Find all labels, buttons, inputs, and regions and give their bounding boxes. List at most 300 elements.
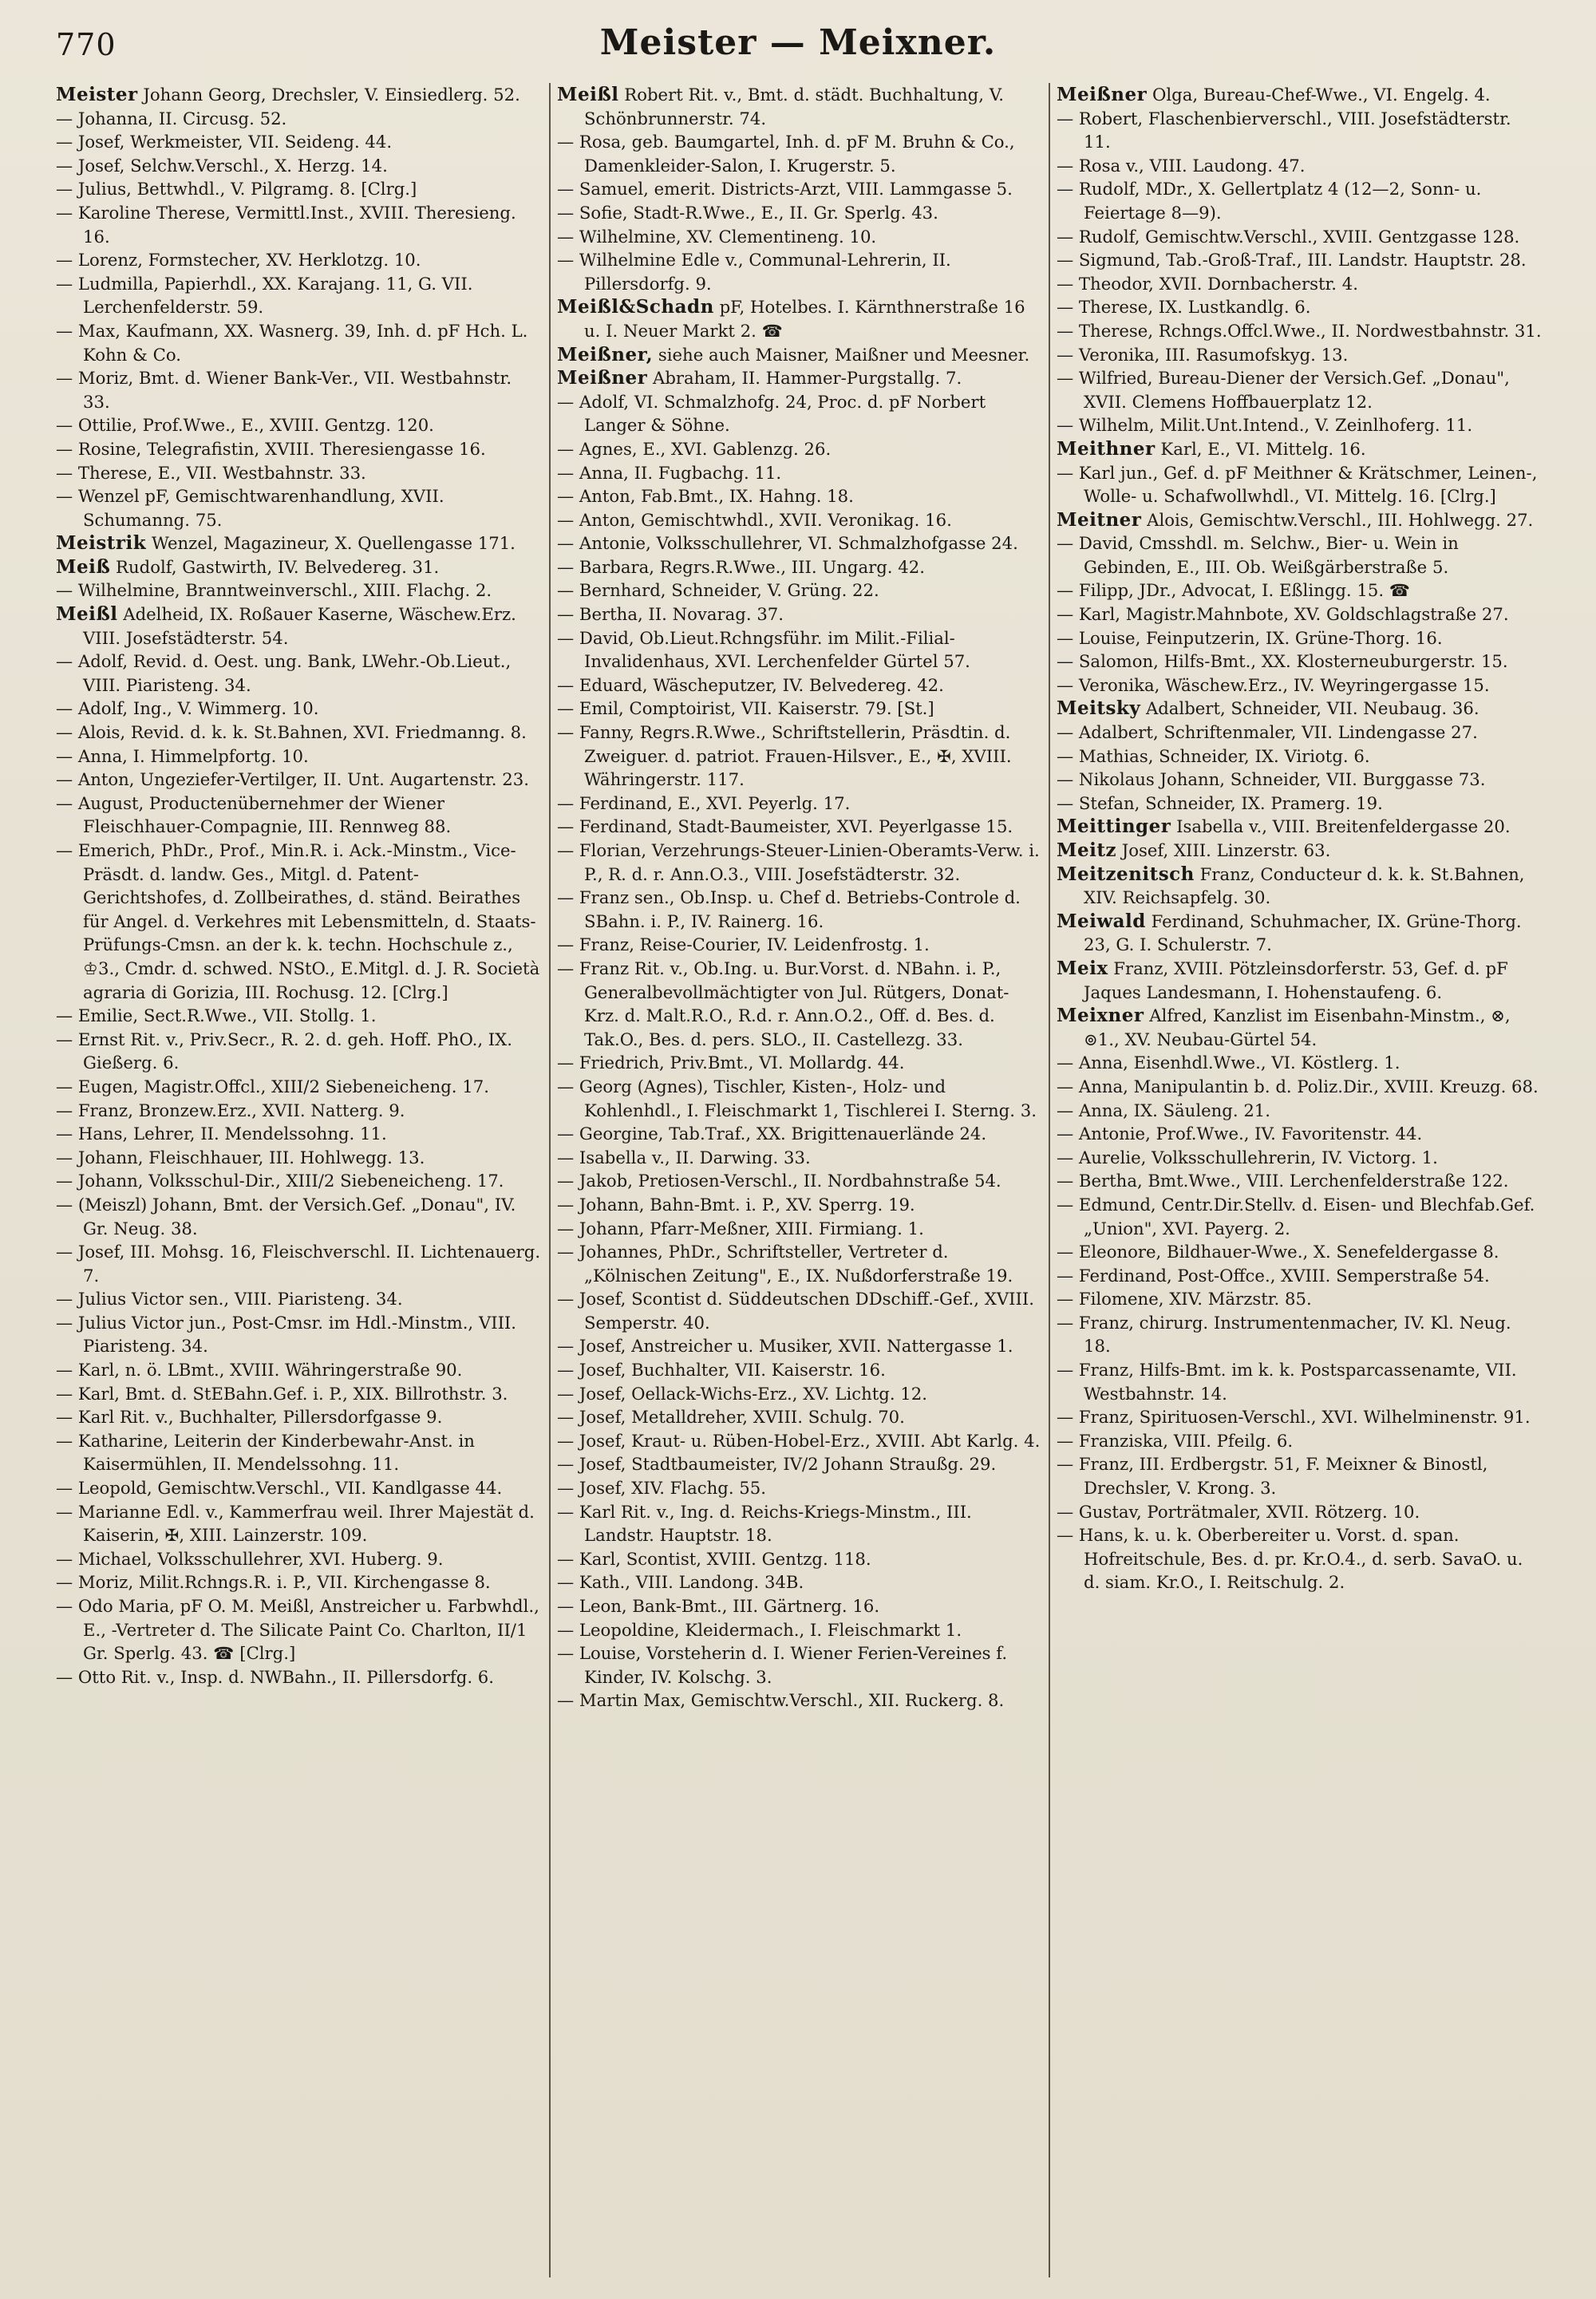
directory-entry bbox=[56, 768, 543, 792]
directory-entry bbox=[557, 1240, 1042, 1287]
entry-text: — Josef, III. Mohsg. 16, Fleischverschl. II. Lichtenauerg. 7. bbox=[56, 1242, 541, 1286]
entry-text: — Ernst Rit. v., Priv.Secr., R. 2. d. geh. Hoff. PhO., IX. Gießerg. 6. bbox=[56, 1029, 512, 1073]
entry-text: — Josef, Buchhalter, VII. Kaiserstr. 16. bbox=[557, 1360, 886, 1381]
entry-text: — Moriz, Milit.Rchngs.R. i. P., VII. Kirchengasse 8. bbox=[56, 1572, 491, 1593]
entry-text: — Franz, Bronzew.Erz., XVII. Natterg. 9. bbox=[56, 1100, 405, 1120]
entry-text: — Julius, Bettwhdl., V. Pilgramg. 8. [Clrg.] bbox=[56, 179, 417, 199]
directory-entry bbox=[56, 1240, 543, 1287]
directory-columns bbox=[49, 83, 1550, 2277]
directory-entry bbox=[557, 579, 1042, 602]
entry-text: — Julius Victor jun., Post-Cmsr. im Hdl.-Minstm., VIII. Piaristeng. 34. bbox=[56, 1312, 517, 1357]
directory-entry bbox=[557, 130, 1042, 177]
entry-text: — Jakob, Pretiosen-Verschl., II. Nordbahnstraße 54. bbox=[557, 1171, 1001, 1191]
directory-entry bbox=[557, 295, 1042, 342]
directory-column-2 bbox=[549, 83, 1049, 2277]
entry-text: — Sofie, Stadt-R.Wwe., E., II. Gr. Sperlg. 43. bbox=[557, 202, 938, 223]
entry-surname: Meitz bbox=[1057, 839, 1117, 861]
entry-text: — Theodor, XVII. Dornbacherstr. 4. bbox=[1057, 273, 1358, 294]
entry-text: Ferdinand, Schuhmacher, IX. Grüne-Thorg. 23, G. I. Schulerstr. 7. bbox=[1084, 911, 1522, 955]
directory-entry bbox=[1057, 1122, 1542, 1146]
entry-text: — Antonie, Volksschullehrer, VI. Schmalzhofgasse 24. bbox=[557, 533, 1018, 554]
entry-text: Alfred, Kanzlist im Eisenbahn-Minstm., ⊗, ⊚1., XV. Neubau-Gürtel 54. bbox=[1084, 1005, 1511, 1049]
entry-text: — Rosa v., VIII. Laudong. 47. bbox=[1057, 155, 1306, 176]
directory-entry bbox=[1057, 107, 1542, 154]
directory-entry bbox=[1057, 910, 1542, 957]
directory-entry bbox=[56, 484, 543, 531]
directory-entry bbox=[56, 697, 543, 721]
directory-entry bbox=[557, 1122, 1042, 1146]
entry-text: — Anna, I. Himmelpfortg. 10. bbox=[56, 745, 309, 766]
directory-entry bbox=[557, 815, 1042, 839]
directory-entry bbox=[1057, 1146, 1542, 1170]
directory-entry bbox=[557, 555, 1042, 579]
page-title: Meister — Meixner. bbox=[599, 22, 997, 63]
directory-entry bbox=[557, 1452, 1042, 1476]
entry-text: — Anna, Eisenhdl.Wwe., VI. Köstlerg. 1. bbox=[1057, 1053, 1400, 1073]
entry-surname: Meitner bbox=[1057, 508, 1142, 531]
directory-entry bbox=[557, 1594, 1042, 1618]
entry-text: — Karl, n. ö. LBmt., XVIII. Währingerstraße 90. bbox=[56, 1360, 463, 1381]
directory-entry bbox=[1057, 225, 1542, 249]
directory-entry bbox=[557, 461, 1042, 485]
directory-entry bbox=[557, 626, 1042, 674]
directory-column-1 bbox=[49, 83, 549, 2277]
entry-text: — Rosine, Telegrafistin, XVIII. Theresiengasse 16. bbox=[56, 438, 486, 459]
entry-surname: Meistrik bbox=[56, 532, 147, 555]
entry-text: — Anna, II. Fugbachg. 11. bbox=[557, 462, 782, 483]
entry-text: pF, Hotelbes. I. Kärnthnerstraße 16 u. I. Neuer Markt 2. ☎ bbox=[584, 297, 1025, 341]
entry-text: Abraham, II. Hammer-Purgstallg. 7. bbox=[647, 368, 962, 389]
directory-entry bbox=[1057, 154, 1542, 178]
entry-text: — Marianne Edl. v., Kammerfrau weil. Ihrer Majestät d. Kaiserin, ✠, XIII. Lainzerstr. 109. bbox=[56, 1501, 535, 1546]
entry-text: — Wilhelm, Milit.Unt.Intend., V. Zeinlhoferg. 11. bbox=[1057, 415, 1473, 436]
entry-text: — Karl, Magistr.Mahnbote, XV. Goldschlagstraße 27. bbox=[1057, 604, 1509, 625]
entry-text: — Aurelie, Volksschullehrerin, IV. Victorg. 1. bbox=[1057, 1147, 1438, 1167]
directory-entry bbox=[56, 83, 543, 107]
entry-text: — Anna, IX. Säuleng. 21. bbox=[1057, 1100, 1271, 1120]
entry-text: — Johannes, PhDr., Schriftsteller, Vertreter d. „Kölnischen Zeitung", E., IX. Nußdorferstraße 19. bbox=[557, 1242, 1013, 1286]
directory-entry bbox=[1057, 83, 1542, 107]
entry-text: Wenzel, Magazineur, X. Quellengasse 171. bbox=[146, 533, 516, 554]
entry-text: — Odo Maria, pF O. M. Meißl, Anstreicher u. Farbwhdl., E., -Vertreter d. The Silicate Paint Co. Charlton, II/1 Gr. Sperlg. 43. ☎ [Clrg.] bbox=[56, 1596, 539, 1664]
entry-text: — Georgine, Tab.Traf., XX. Brigittenauerlände 24. bbox=[557, 1124, 987, 1144]
entry-text: — Ludmilla, Papierhdl., XX. Karajang. 11, G. VII. Lerchenfelderstr. 59. bbox=[56, 273, 473, 318]
entry-text: — Johann, Volksschul-Dir., XIII/2 Siebeneicheng. 17. bbox=[56, 1171, 504, 1191]
entry-text: — Ferdinand, E., XVI. Peyerlg. 17. bbox=[557, 792, 851, 813]
directory-entry bbox=[1057, 295, 1542, 319]
entry-text: — Isabella v., II. Darwing. 33. bbox=[557, 1147, 811, 1167]
directory-entry bbox=[1057, 531, 1542, 579]
directory-entry bbox=[1057, 1004, 1542, 1051]
entry-text: Isabella v., VIII. Breitenfeldergasse 20. bbox=[1171, 816, 1511, 837]
entry-text: — Karl Rit. v., Ing. d. Reichs-Kriegs-Minstm., III. Landstr. Hauptstr. 18. bbox=[557, 1501, 972, 1546]
entry-text: — Josef, Metalldreher, XVIII. Schulg. 70. bbox=[557, 1407, 905, 1428]
entry-text: — Edmund, Centr.Dir.Stellv. d. Eisen- und Blechfab.Gef. „Union", XVI. Payerg. 2. bbox=[1057, 1194, 1535, 1238]
directory-entry bbox=[557, 437, 1042, 461]
entry-text: — Wilfried, Bureau-Diener der Versich.Gef. „Donau", XVII. Clemens Hoffbauerplatz 12. bbox=[1057, 368, 1510, 412]
directory-entry bbox=[56, 201, 543, 248]
directory-entry bbox=[56, 531, 543, 555]
directory-entry bbox=[557, 1146, 1042, 1170]
directory-entry bbox=[557, 1689, 1042, 1712]
directory-entry bbox=[1057, 366, 1542, 413]
directory-entry bbox=[557, 1051, 1042, 1075]
entry-text: — Veronika, Wäschew.Erz., IV. Weyringergasse 15. bbox=[1057, 674, 1490, 695]
directory-entry bbox=[557, 1075, 1042, 1122]
directory-entry bbox=[1057, 1240, 1542, 1264]
directory-entry bbox=[1057, 319, 1542, 343]
directory-entry bbox=[56, 413, 543, 437]
entry-text: — Salomon, Hilfs-Bmt., XX. Klosterneuburgerstr. 15. bbox=[1057, 651, 1508, 672]
directory-entry bbox=[56, 555, 543, 579]
directory-entry bbox=[557, 1618, 1042, 1642]
directory-entry bbox=[56, 107, 543, 131]
entry-text: — Martin Max, Gemischtw.Verschl., XII. Ruckerg. 8. bbox=[557, 1690, 1005, 1711]
entry-text: — Barbara, Regrs.R.Wwe., III. Ungarg. 42. bbox=[557, 556, 925, 577]
directory-entry bbox=[56, 1429, 543, 1476]
directory-entry bbox=[557, 1169, 1042, 1193]
entry-text: — Kath., VIII. Landong. 34B. bbox=[557, 1572, 804, 1593]
entry-text: — Hans, k. u. k. Oberbereiter u. Vorst. d. span. Hofreitschule, Bes. d. pr. Kr.O.4., d. serb. SavaO. u. d. siam. Kr.O., I. Reitschulg. 2. bbox=[1057, 1525, 1523, 1593]
directory-entry bbox=[56, 1099, 543, 1123]
directory-entry bbox=[56, 366, 543, 413]
entry-text: Adelheid, IX. Roßauer Kaserne, Wäschew.Erz. VIII. Josefstädterstr. 54. bbox=[83, 604, 516, 648]
entry-surname: Meißl&Schadn bbox=[557, 296, 714, 318]
entry-text: — Josef, Stadtbaumeister, IV/2 Johann Straußg. 29. bbox=[557, 1454, 997, 1475]
entry-text: — Anna, Manipulantin b. d. Poliz.Dir., XVIII. Kreuzg. 68. bbox=[1057, 1076, 1539, 1096]
directory-entry bbox=[56, 1146, 543, 1170]
directory-entry bbox=[557, 1500, 1042, 1547]
directory-entry bbox=[557, 177, 1042, 201]
entry-text: — Louise, Vorsteherin d. I. Wiener Ferien-Vereines f. Kinder, IV. Kolschg. 3. bbox=[557, 1643, 1008, 1687]
directory-entry bbox=[1057, 177, 1542, 224]
entry-text: — Stefan, Schneider, IX. Pramerg. 19. bbox=[1057, 792, 1383, 813]
directory-entry bbox=[1057, 839, 1542, 863]
entry-surname: Meix bbox=[1057, 957, 1108, 979]
directory-entry bbox=[557, 1570, 1042, 1594]
directory-entry bbox=[1057, 1287, 1542, 1311]
directory-entry bbox=[1057, 1311, 1542, 1358]
directory-entry bbox=[557, 1193, 1042, 1217]
directory-entry bbox=[56, 792, 543, 839]
entry-text: — Georg (Agnes), Tischler, Kisten-, Holz- und Kohlenhdl., I. Fleischmarkt 1, Tischlerei I. Sterng. 3. bbox=[557, 1076, 1037, 1120]
directory-entry bbox=[557, 1334, 1042, 1358]
directory-entry bbox=[1057, 745, 1542, 768]
entry-text: — Filipp, JDr., Advocat, I. Eßlingg. 15. ☎ bbox=[1057, 580, 1411, 601]
directory-entry bbox=[557, 721, 1042, 792]
directory-entry bbox=[557, 1547, 1042, 1571]
entry-text: — Agnes, E., XVI. Gablenzg. 26. bbox=[557, 438, 832, 459]
directory-entry bbox=[557, 1217, 1042, 1241]
entry-surname: Meister bbox=[56, 84, 138, 105]
entry-text: — Franz Rit. v., Ob.Ing. u. Bur.Vorst. d. NBahn. i. P., Generalbevollmächtigter von Jul. Rütgers, Donat-Krz. d. Malt.R.O., R.d. r. Ann.O.2., Off. d. Bes. d. Tak.O., Bes. d. pers. SLO., II. Castellezg. 33. bbox=[557, 958, 1009, 1049]
entry-text: — Fanny, Regrs.R.Wwe., Schriftstellerin, Präsdtin. d. Zweiguer. d. patriot. Frauen-Hilsver., E., ✠, XVIII. Währingerstr. 117. bbox=[557, 722, 1012, 790]
entry-text: — Franz, Reise-Courier, IV. Leidenfrostg. 1. bbox=[557, 934, 930, 955]
entry-text: Olga, Bureau-Chef-Wwe., VI. Engelg. 4. bbox=[1147, 85, 1491, 105]
entry-text: — Wilhelmine, Branntweinverschl., XIII. Flachg. 2. bbox=[56, 580, 492, 601]
directory-entry bbox=[557, 366, 1042, 390]
directory-entry bbox=[1057, 1193, 1542, 1240]
entry-text: — Emil, Comptoirist, VII. Kaiserstr. 79. [St.] bbox=[557, 698, 934, 719]
entry-text: — Therese, IX. Lustkandlg. 6. bbox=[1057, 297, 1311, 318]
directory-entry bbox=[56, 839, 543, 1004]
entry-surname: Meißl bbox=[557, 84, 619, 105]
directory-entry bbox=[56, 721, 543, 745]
entry-surname: Meiwald bbox=[1057, 910, 1146, 932]
entry-text: — Ferdinand, Stadt-Baumeister, XVI. Peyerlgasse 15. bbox=[557, 816, 1013, 837]
directory-entry bbox=[56, 177, 543, 201]
entry-text: — Wilhelmine Edle v., Communal-Lehrerin, II. Pillersdorfg. 9. bbox=[557, 250, 951, 294]
entry-text: — Antonie, Prof.Wwe., IV. Favoritenstr. 44. bbox=[1057, 1124, 1423, 1144]
directory-entry bbox=[56, 579, 543, 602]
entry-text: — Friedrich, Priv.Bmt., VI. Mollardg. 44. bbox=[557, 1053, 905, 1073]
entry-text: — Anton, Gemischtwhdl., XVII. Veronikag. 16. bbox=[557, 509, 952, 530]
entry-text: — Rudolf, Gemischtw.Verschl., XVIII. Gentzgasse 128. bbox=[1057, 226, 1520, 247]
entry-text: — Max, Kaufmann, XX. Wasnerg. 39, Inh. d. pF Hch. L. Kohn & Co. bbox=[56, 320, 528, 365]
entry-text: — Therese, E., VII. Westbahnstr. 33. bbox=[56, 462, 366, 483]
directory-entry bbox=[557, 1476, 1042, 1500]
directory-entry bbox=[56, 1075, 543, 1099]
entry-surname: Meitsky bbox=[1057, 697, 1141, 720]
directory-entry bbox=[557, 957, 1042, 1051]
entry-text: — Josef, Scontist d. Süddeutschen DDschiff.-Gef., XVIII. Semperstr. 40. bbox=[557, 1289, 1034, 1333]
directory-entry bbox=[557, 225, 1042, 249]
directory-entry bbox=[1057, 343, 1542, 367]
directory-entry bbox=[1057, 1452, 1542, 1499]
directory-entry bbox=[1057, 1099, 1542, 1123]
entry-surname: Meiß bbox=[56, 555, 111, 578]
directory-entry bbox=[56, 130, 543, 154]
entry-text: — Johann, Fleischhauer, III. Hohlwegg. 13. bbox=[56, 1147, 425, 1167]
page-number: 770 bbox=[56, 27, 117, 62]
entry-text: Franz, XVIII. Pötzleinsdorferstr. 53, Gef. d. pF Jaques Landesmann, I. Hohenstaufeng. 6. bbox=[1084, 958, 1508, 1002]
entry-text: — Johann, Pfarr-Meßner, XIII. Firmiang. 1. bbox=[557, 1218, 924, 1238]
entry-text: — Louise, Feinputzerin, IX. Grüne-Thorg. 16. bbox=[1057, 627, 1443, 648]
directory-entry bbox=[557, 390, 1042, 437]
directory-entry bbox=[557, 674, 1042, 697]
entry-text: Rudolf, Gastwirth, IV. Belvedereg. 31. bbox=[110, 556, 440, 577]
entry-text: — Nikolaus Johann, Schneider, VII. Burggasse 73. bbox=[1057, 769, 1486, 790]
entry-text: — Leon, Bank-Bmt., III. Gärtnerg. 16. bbox=[557, 1596, 880, 1616]
entry-text: — Josef, Kraut- u. Rüben-Hobel-Erz., XVIII. Abt Karlg. 4. bbox=[557, 1430, 1041, 1451]
directory-entry bbox=[557, 508, 1042, 532]
entry-text: — Anton, Ungeziefer-Vertilger, II. Unt. Augartenstr. 23. bbox=[56, 769, 529, 790]
directory-entry bbox=[1057, 1264, 1542, 1288]
entry-text: — Eugen, Magistr.Offcl., XIII/2 Siebeneicheng. 17. bbox=[56, 1076, 489, 1096]
directory-entry bbox=[56, 1547, 543, 1571]
entry-text: — Filomene, XIV. Märzstr. 85. bbox=[1057, 1289, 1312, 1309]
entry-text: — Karl, Bmt. d. StEBahn.Gef. i. P., XIX. Billrothstr. 3. bbox=[56, 1383, 508, 1404]
entry-text: — Wilhelmine, XV. Clementineng. 10. bbox=[557, 226, 877, 247]
entry-surname: Meithner bbox=[1057, 437, 1156, 460]
directory-entry bbox=[557, 1405, 1042, 1429]
entry-text: — Franz, III. Erdbergstr. 51, F. Meixner & Binostl, Drechsler, V. Krong. 3. bbox=[1057, 1454, 1488, 1499]
directory-entry bbox=[1057, 579, 1542, 602]
directory-entry bbox=[1057, 413, 1542, 437]
entry-text: Johann Georg, Drechsler, V. Einsiedlerg. 52. bbox=[137, 85, 520, 105]
entry-text: — Franz sen., Ob.Insp. u. Chef d. Betriebs-Controle d. SBahn. i. P., IV. Rainerg. 16. bbox=[557, 887, 1021, 931]
directory-entry bbox=[56, 461, 543, 485]
entry-text: Alois, Gemischtw.Verschl., III. Hohlwegg. 27. bbox=[1141, 509, 1534, 530]
entry-text: — Leopoldine, Kleidermach., I. Fleischmarkt 1. bbox=[557, 1619, 962, 1640]
directory-entry bbox=[557, 839, 1042, 886]
entry-text: — (Meiszl) Johann, Bmt. der Versich.Gef. „Donau", IV. Gr. Neug. 38. bbox=[56, 1194, 516, 1238]
entry-text: — Eduard, Wäscheputzer, IV. Belvedereg. 42. bbox=[557, 674, 944, 695]
directory-entry bbox=[1057, 1169, 1542, 1193]
directory-entry bbox=[1057, 674, 1542, 697]
entry-text: — Ottilie, Prof.Wwe., E., XVIII. Gentzg. 120. bbox=[56, 415, 434, 436]
directory-entry bbox=[557, 1641, 1042, 1689]
directory-entry bbox=[56, 272, 543, 319]
directory-entry bbox=[1057, 602, 1542, 626]
directory-entry bbox=[56, 1122, 543, 1146]
directory-entry bbox=[1057, 437, 1542, 461]
directory-entry bbox=[1057, 863, 1542, 910]
page-header bbox=[56, 22, 1540, 70]
entry-text: — Therese, Rchngs.Offcl.Wwe., II. Nordwestbahnstr. 31. bbox=[1057, 320, 1542, 341]
directory-entry bbox=[1057, 248, 1542, 272]
directory-entry bbox=[557, 602, 1042, 626]
directory-entry bbox=[56, 1570, 543, 1594]
entry-text: — Julius Victor sen., VIII. Piaristeng. 34. bbox=[56, 1289, 403, 1309]
entry-text: — Anton, Fab.Bmt., IX. Hahng. 18. bbox=[557, 486, 854, 507]
directory-entry bbox=[56, 319, 543, 366]
entry-text: — Josef, Oellack-Wichs-Erz., XV. Lichtg. 12. bbox=[557, 1383, 928, 1404]
entry-text: — Mathias, Schneider, IX. Viriotg. 6. bbox=[1057, 745, 1370, 766]
entry-text: — Franziska, VIII. Pfeilg. 6. bbox=[1057, 1430, 1294, 1451]
directory-entry bbox=[557, 248, 1042, 295]
entry-text: — Ferdinand, Post-Offce., XVIII. Semperstraße 54. bbox=[1057, 1265, 1490, 1286]
entry-text: — Karl, Scontist, XVIII. Gentzg. 118. bbox=[557, 1548, 871, 1569]
entry-text: — Sigmund, Tab.-Groß-Traf., III. Landstr. Hauptstr. 28. bbox=[1057, 250, 1527, 271]
entry-text: — Emilie, Sect.R.Wwe., VII. Stollg. 1. bbox=[56, 1005, 377, 1026]
directory-entry bbox=[56, 437, 543, 461]
entry-text: — Karoline Therese, Vermittl.Inst., XVIII. Theresieng. 16. bbox=[56, 202, 516, 247]
directory-entry bbox=[56, 1287, 543, 1311]
directory-entry bbox=[557, 1382, 1042, 1406]
entry-text: — Michael, Volksschullehrer, XVI. Huberg. 9. bbox=[56, 1548, 444, 1569]
entry-text: — David, Ob.Lieut.Rchngsführ. im Milit.-Filial-Invalidenhaus, XVI. Lerchenfelder Gürtel 57. bbox=[557, 627, 970, 672]
directory-entry bbox=[1057, 697, 1542, 721]
entry-text: — Bertha, II. Novarag. 37. bbox=[557, 604, 784, 625]
entry-surname: Meißner bbox=[557, 367, 648, 389]
directory-entry bbox=[56, 1358, 543, 1382]
entry-text: — Samuel, emerit. Districts-Arzt, VIII. Lammgasse 5. bbox=[557, 179, 1013, 199]
directory-entry bbox=[557, 697, 1042, 721]
directory-entry bbox=[56, 1028, 543, 1075]
directory-entry bbox=[56, 248, 543, 272]
directory-entry bbox=[1057, 1429, 1542, 1453]
directory-entry bbox=[557, 343, 1042, 367]
directory-entry bbox=[557, 1287, 1042, 1334]
entry-text: Franz, Conducteur d. k. k. St.Bahnen, XIV. Reichsapfelg. 30. bbox=[1084, 863, 1525, 908]
entry-text: siehe auch Maisner, Maißner und Meesner. bbox=[653, 344, 1030, 365]
entry-text: — Moriz, Bmt. d. Wiener Bank-Ver., VII. Westbahnstr. 33. bbox=[56, 368, 512, 412]
entry-text: Robert Rit. v., Bmt. d. städt. Buchhaltung, V. Schönbrunnerstr. 74. bbox=[584, 85, 1005, 128]
entry-text: — David, Cmsshdl. m. Selchw., Bier- u. Wein in Gebinden, E., III. Ob. Weißgärberstraße 5. bbox=[1057, 533, 1459, 577]
directory-entry bbox=[557, 886, 1042, 933]
entry-text: — Josef, Anstreicher u. Musiker, XVII. Nattergasse 1. bbox=[557, 1336, 1013, 1357]
directory-entry bbox=[557, 933, 1042, 957]
entry-text: — Josef, Werkmeister, VII. Seideng. 44. bbox=[56, 132, 393, 152]
directory-entry bbox=[1057, 1051, 1542, 1075]
directory-entry bbox=[1057, 272, 1542, 296]
directory-entry bbox=[557, 1358, 1042, 1382]
entry-text: — Florian, Verzehrungs-Steuer-Linien-Oberamts-Verw. i. P., R. d. r. Ann.O.3., VIII. Josefstädterstr. 32. bbox=[557, 840, 1040, 884]
directory-entry bbox=[1057, 461, 1542, 508]
entry-text: — Veronika, III. Rasumofskyg. 13. bbox=[1057, 344, 1349, 365]
entry-text: — Karl jun., Gef. d. pF Meithner & Krätschmer, Leinen-, Wolle- u. Schafwollwhdl., VI. Mittelg. 16. [Clrg.] bbox=[1057, 462, 1538, 507]
directory-entry bbox=[56, 1500, 543, 1547]
entry-text: — Otto Rit. v., Insp. d. NWBahn., II. Pillersdorfg. 6. bbox=[56, 1666, 495, 1687]
entry-text: — Robert, Flaschenbierverschl., VIII. Josefstädterstr. 11. bbox=[1057, 108, 1511, 152]
entry-text: — Franz, Hilfs-Bmt. im k. k. Postsparcassenamte, VII. Westbahnstr. 14. bbox=[1057, 1360, 1517, 1404]
entry-text: — Katharine, Leiterin der Kinderbewahr-Anst. in Kaisermühlen, II. Mendelssohng. 11. bbox=[56, 1430, 475, 1475]
entry-surname: Meittinger bbox=[1057, 816, 1171, 838]
directory-entry bbox=[56, 1594, 543, 1665]
directory-entry bbox=[56, 1169, 543, 1193]
entry-text: — Johann, Bahn-Bmt. i. P., XV. Sperrg. 19. bbox=[557, 1194, 915, 1215]
entry-text: — Bernhard, Schneider, V. Grüng. 22. bbox=[557, 580, 879, 601]
entry-text: — Johanna, II. Circusg. 52. bbox=[56, 108, 287, 128]
entry-text: — Adolf, Revid. d. Oest. ung. Bank, LWehr.-Ob.Lieut., VIII. Piaristeng. 34. bbox=[56, 651, 512, 695]
directory-entry bbox=[557, 484, 1042, 508]
entry-text: — Gustav, Porträtmaler, XVII. Rötzerg. 10. bbox=[1057, 1501, 1420, 1522]
directory-entry bbox=[557, 201, 1042, 225]
entry-text: Josef, XIII. Linzerstr. 63. bbox=[1116, 840, 1331, 860]
directory-entry bbox=[1057, 1405, 1542, 1429]
entry-text: — Josef, Selchw.Verschl., X. Herzg. 14. bbox=[56, 155, 388, 176]
entry-text: — Franz, chirurg. Instrumentenmacher, IV. Kl. Neug. 18. bbox=[1057, 1312, 1511, 1357]
directory-column-3 bbox=[1049, 83, 1548, 2277]
directory-entry bbox=[56, 1665, 543, 1689]
entry-text: — Josef, XIV. Flachg. 55. bbox=[557, 1478, 767, 1499]
directory-entry bbox=[1057, 1523, 1542, 1594]
entry-surname: Meißner, bbox=[557, 343, 654, 365]
entry-text: — Karl Rit. v., Buchhalter, Pillersdorfgasse 9. bbox=[56, 1407, 443, 1428]
directory-entry bbox=[1057, 957, 1542, 1004]
directory-entry bbox=[1057, 721, 1542, 745]
entry-text: — Franz, Spirituosen-Verschl., XVI. Wilhelminenstr. 91. bbox=[1057, 1407, 1531, 1428]
entry-text: — Wenzel pF, Gemischtwarenhandlung, XVII. Schumanng. 75. bbox=[56, 486, 444, 530]
directory-entry bbox=[1057, 650, 1542, 674]
entry-text: — Adolf, VI. Schmalzhofg. 24, Proc. d. pF Norbert Langer & Söhne. bbox=[557, 391, 986, 436]
entry-surname: Meißl bbox=[56, 603, 118, 626]
entry-surname: Meißner bbox=[1057, 84, 1148, 105]
directory-entry bbox=[1057, 508, 1542, 532]
directory-entry bbox=[1057, 792, 1542, 816]
directory-entry bbox=[56, 745, 543, 768]
directory-entry bbox=[1057, 768, 1542, 792]
directory-entry bbox=[56, 1405, 543, 1429]
directory-entry bbox=[56, 1193, 543, 1240]
entry-text: — Eleonore, Bildhauer-Wwe., X. Senefeldergasse 8. bbox=[1057, 1242, 1499, 1262]
directory-entry bbox=[557, 1429, 1042, 1453]
directory-entry bbox=[56, 1311, 543, 1358]
entry-text: — Rudolf, MDr., X. Gellertplatz 4 (12—2, Sonn- u. Feiertage 8—9). bbox=[1057, 179, 1482, 223]
directory-entry bbox=[56, 650, 543, 697]
directory-entry bbox=[1057, 815, 1542, 839]
directory-entry bbox=[1057, 1075, 1542, 1099]
directory-entry bbox=[56, 602, 543, 650]
entry-text: Karl, E., VI. Mittelg. 16. bbox=[1155, 438, 1366, 459]
entry-text: — Lorenz, Formstecher, XV. Herklotzg. 10. bbox=[56, 250, 421, 271]
directory-entry bbox=[557, 83, 1042, 130]
entry-text: — Hans, Lehrer, II. Mendelssohng. 11. bbox=[56, 1124, 387, 1144]
entry-text: — Alois, Revid. d. k. k. St.Bahnen, XVI. Friedmanng. 8. bbox=[56, 722, 527, 743]
directory-entry bbox=[56, 1476, 543, 1500]
directory-entry bbox=[56, 154, 543, 178]
